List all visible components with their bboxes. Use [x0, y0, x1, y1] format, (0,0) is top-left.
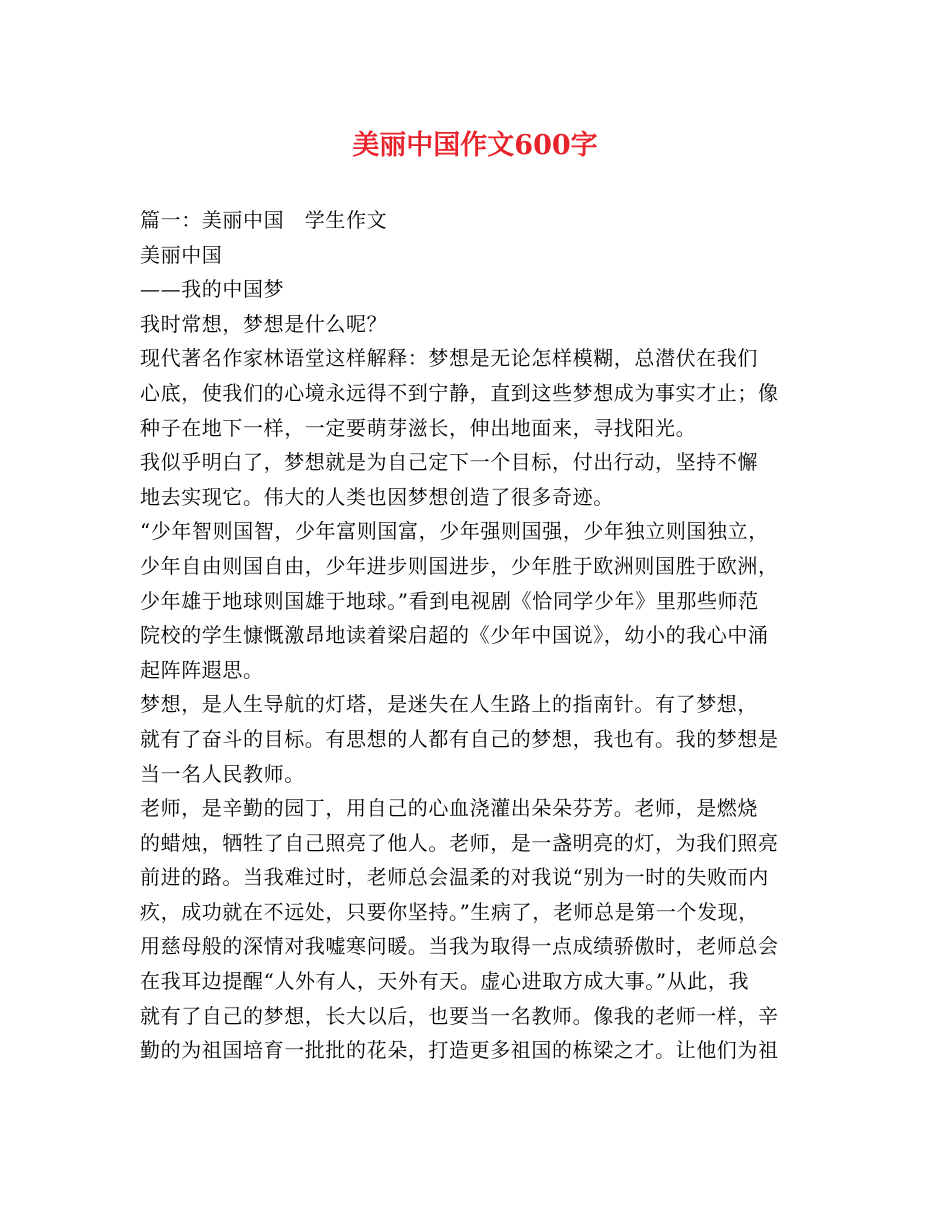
- text-line: 起阵阵遐思。: [140, 657, 264, 682]
- text-line: 现代著名作家林语堂这样解释：梦想是无论怎样模糊，总潜伏在我们: [140, 346, 758, 371]
- text-line: 少年自由则国自由，少年进步则国进步，少年胜于欧洲则国胜于欧洲，: [140, 553, 779, 578]
- document-title: 美丽中国作文600字: [352, 130, 598, 161]
- text-line: 勤的为祖国培育一批批的花朵，打造更多祖国的栋梁之才。让他们为祖: [140, 1038, 779, 1063]
- text-line: 在我耳边提醒“人外有人，天外有天。虚心进取方成大事。”从此，我: [140, 969, 750, 994]
- text-line: 种子在地下一样，一定要萌芽滋长，伸出地面来，寻找阳光。: [140, 415, 697, 440]
- text-line: 的蜡烛，牺牲了自己照亮了他人。老师，是一盏明亮的灯，为我们照亮: [140, 830, 779, 855]
- text-line: 心底，使我们的心境永远得不到宁静，直到这些梦想成为事实才止；像: [140, 380, 779, 405]
- text-line: 少年雄于地球则国雄于地球。”看到电视剧《恰同学少年》里那些师范: [140, 588, 759, 613]
- text-line: 地去实现它。伟大的人类也因梦想创造了很多奇迹。: [140, 484, 614, 509]
- text-line: 篇一：美丽中国 学生作文: [140, 208, 388, 232]
- document-body: [140, 203, 820, 1068]
- text-line: ——我的中国梦: [140, 277, 285, 302]
- text-line: 美丽中国: [140, 242, 223, 267]
- text-line: 我时常想，梦想是什么呢？: [140, 311, 388, 336]
- text-line: 就有了自己的梦想，长大以后，也要当一名教师。像我的老师一样，辛: [140, 1003, 779, 1028]
- text-line: 梦想，是人生导航的灯塔，是迷失在人生路上的指南针。有了梦想，: [140, 692, 758, 717]
- text-line: “少年智则国智，少年富则国富，少年强则国强，少年独立则国独立，: [140, 519, 769, 544]
- text-line: 就有了奋斗的目标。有思想的人都有自己的梦想，我也有。我的梦想是: [140, 726, 779, 751]
- text-line: 当一名人民教师。: [140, 761, 305, 786]
- text-line: 我似乎明白了，梦想就是为自己定下一个目标，付出行动，坚持不懈: [140, 450, 758, 475]
- text-line: 疚，成功就在不远处，只要你坚持。”生病了，老师总是第一个发现，: [140, 899, 759, 924]
- text-line: 老师，是辛勤的园丁，用自己的心血浇灌出朵朵芬芳。老师，是燃烧: [140, 796, 758, 821]
- text-line: 前进的路。当我难过时，老师总会温柔的对我说“别为一时的失败而内: [140, 865, 769, 890]
- text-line: 院校的学生慷慨激昂地读着梁启超的《少年中国说》，幼小的我心中涌: [140, 623, 769, 648]
- text-line: 用慈母般的深情对我嘘寒问暖。当我为取得一点成绩骄傲时，老师总会: [140, 934, 779, 959]
